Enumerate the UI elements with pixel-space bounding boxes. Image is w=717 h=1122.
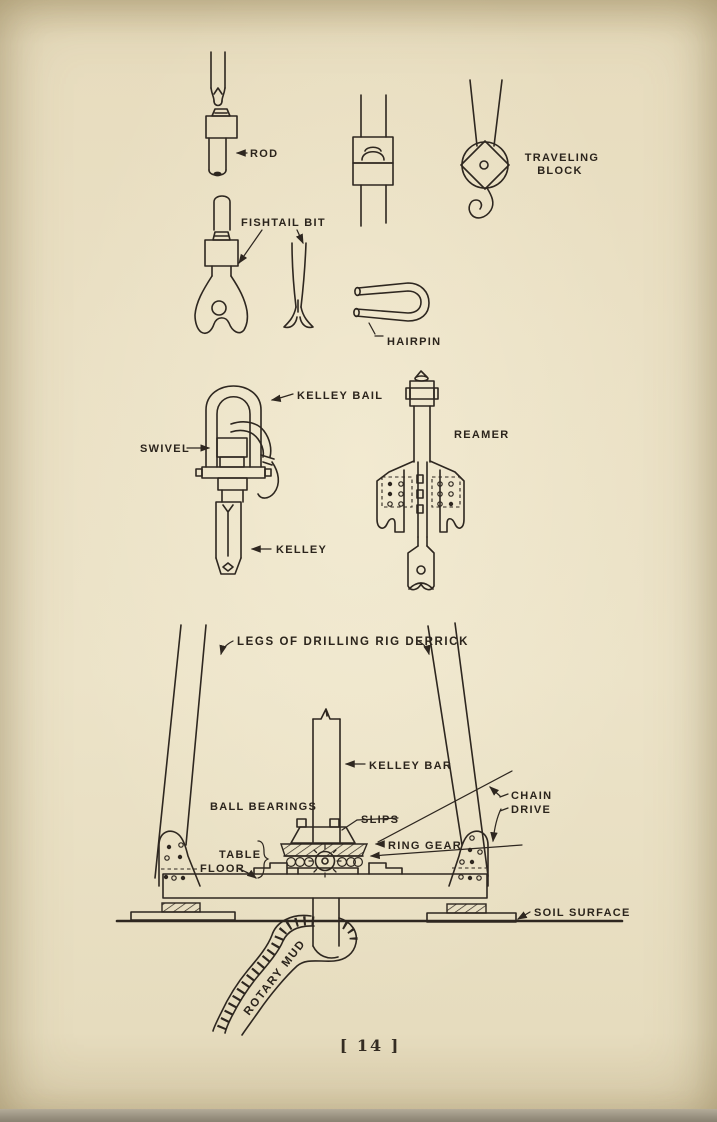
kelley-bar-label: KELLEY BAR (369, 760, 453, 772)
mud-hose (213, 915, 356, 1035)
scan-bottom-edge (0, 1109, 717, 1122)
rod-drawing (206, 52, 237, 176)
hairpin-callout (369, 323, 441, 348)
ball-bearings-label: BALL BEARINGS (210, 801, 318, 813)
ball-bearings-callout (210, 801, 317, 813)
kelley-bail-label: KELLEY BAIL (297, 390, 384, 402)
fishtail-bit-drawing (195, 196, 247, 333)
derrick-legs-label: LEGS OF DRILLING RIG DERRICK (237, 636, 469, 648)
chain-drive-label-line2: DRIVE (511, 804, 552, 816)
table-floor-label-line1: TABLE (219, 849, 262, 861)
fishtail-bit-callout (239, 217, 326, 263)
table-floor-callout (200, 841, 268, 878)
swivel-label: SWIVEL (140, 443, 190, 455)
fishtail-bit-front-drawing (284, 243, 313, 327)
reamer-drawing (377, 371, 464, 590)
kelley-label: KELLEY (276, 544, 328, 556)
reamer-label: REAMER (454, 429, 510, 441)
soil-surface-label: SOIL SURFACE (534, 907, 631, 919)
kelley-bail-callout (272, 390, 383, 402)
reamer-callout (454, 429, 509, 441)
table-floor-label-line2: FLOOR (200, 863, 245, 875)
traveling-block-label-line1: TRAVELING (524, 152, 600, 164)
soil-surface-callout (518, 907, 631, 919)
swivel-callout (140, 443, 209, 455)
ring-gear-callout (376, 840, 462, 852)
ring-gear-label: RING GEAR (388, 840, 463, 852)
page-number: [ 14 ] (339, 1036, 401, 1055)
kelley-callout (252, 544, 327, 556)
derrick-diagram (117, 623, 622, 1035)
traveling-block-drawing (461, 80, 509, 218)
rotary-mud-label: ROTARY MUD (241, 937, 309, 1018)
kelley-bar-callout (346, 760, 452, 772)
rod-callout (237, 148, 278, 160)
hairpin-drawing (354, 283, 429, 321)
slips-callout (342, 814, 399, 830)
drill-pipe-coupling-drawing (353, 95, 393, 226)
fishtail-bit-label: FISHTAIL BIT (241, 217, 326, 229)
swivel-assembly-drawing (196, 386, 278, 574)
hairpin-label: HAIRPIN (387, 336, 442, 348)
chain-drive-label-line1: CHAIN (511, 790, 553, 802)
traveling-block-label-line2: BLOCK (537, 165, 583, 177)
chain-drive-callout (490, 787, 552, 841)
traveling-block-callout (525, 152, 599, 177)
rod-label: ROD (250, 148, 279, 160)
slips-label: SLIPS (361, 814, 400, 826)
